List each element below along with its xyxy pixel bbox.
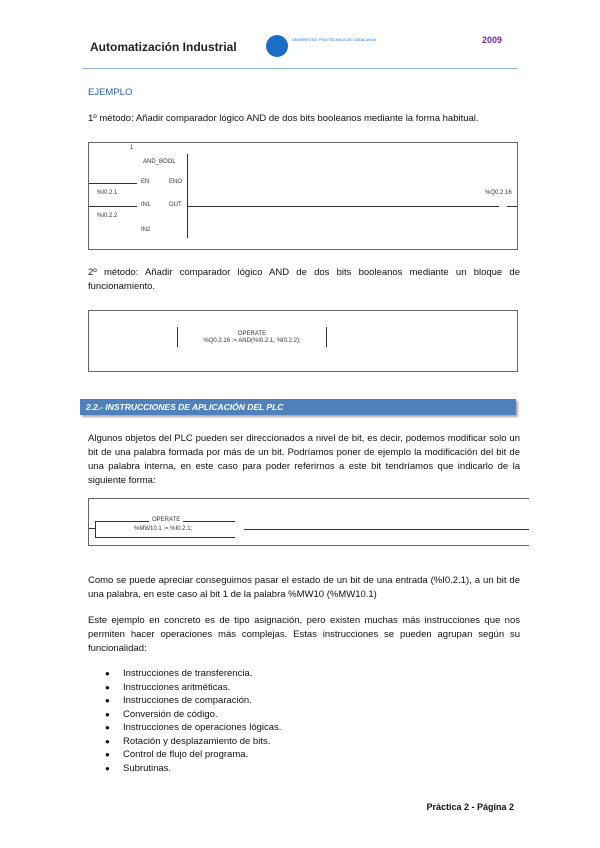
header-divider	[82, 68, 518, 69]
list-item: ● Instrucciones aritméticas.	[105, 681, 281, 695]
example-heading: EJEMPLO	[88, 87, 133, 98]
pin-in1: IN1	[141, 202, 151, 208]
upc-logo	[266, 35, 288, 57]
operate-title: OPERATE	[237, 331, 267, 337]
section-heading: 2.2.- INSTRUCCIONES DE APLICACIÓN DEL PLC	[80, 399, 516, 415]
list-item: ● Instrucciones de comparación.	[105, 694, 281, 708]
paragraph-3: Este ejemplo en concreto es de tipo asignación, pero existen muchas más instrucciones que nos permiten hacer operaciones más complejas. Estas instrucciones se pueden agrupan según su funcionalidad:	[88, 615, 520, 654]
pin-out: OUT	[169, 202, 182, 208]
pin-in2: IN2	[141, 227, 151, 233]
ladder-diagram-3	[88, 498, 529, 546]
contact-2-label: %I0.2.2	[97, 213, 118, 219]
list-item: ● Control de flujo del programa.	[105, 748, 281, 762]
header-title: Automatización Industrial	[90, 40, 237, 54]
list-item: ● Subrutinas.	[105, 762, 281, 776]
list-item: ● Rotación y desplazamiento de bits.	[105, 735, 281, 749]
page-footer: Práctica 2 - Página 2	[426, 802, 514, 812]
method1-text: 1º método: Añadir comparador lógico AND de dos bits booleanos mediante la forma habitual.	[88, 113, 479, 124]
rung-number: 1	[130, 145, 134, 151]
upc-logo-text: UNIVERSITAT POLITÈCNICA DE CATALUNYA	[292, 37, 377, 42]
method2-text: 2º método: Añadir comparador lógico AND de dos bits booleanos mediante un bloque de funcionamiento.	[88, 267, 520, 292]
operate-expression: %MW10.1 := %I0.2.1;	[134, 526, 193, 532]
operate-expression: %Q0.2.16 := AND(%I0.2.1, %I0.2.2);	[203, 338, 301, 344]
list-item: ● Conversión de código.	[105, 708, 281, 722]
paragraph-1: Algunos objetos del PLC pueden ser direccionados a nivel de bit, es decir, podemos modificar solo un bit de una palabra formada por más de un bit. Podríamos poner de ejemplo la modificación del bit de una palabra interna, en este caso para poder referirnos a este bit tendríamos que indicarlo de la siguiente forma:	[88, 433, 520, 486]
paragraph-2: Como se puede apreciar conseguimos pasar el estado de un bit de una entrada (%I0.2.1), a un bit de una palabra, en este caso al bit 1 de la palabra %MW10 (%MW10.1)	[88, 575, 520, 600]
list-item: ● Instrucciones de transferencia.	[105, 667, 281, 681]
coil-label: %Q0.2.16	[485, 190, 512, 196]
pin-en: EN	[141, 179, 150, 185]
instruction-list	[105, 667, 281, 775]
contact-1-label: %I0.2.1	[97, 190, 118, 196]
pin-eno: ENO	[169, 179, 183, 185]
right-logo: 2009	[482, 35, 503, 45]
operate-title: OPERATE	[149, 517, 183, 523]
ladder-diagram-2	[88, 310, 518, 372]
ladder-diagram-1	[88, 142, 518, 250]
list-item: ● Instrucciones de operaciones lógicas.	[105, 721, 281, 735]
block-name: AND_BOOL	[143, 159, 176, 165]
